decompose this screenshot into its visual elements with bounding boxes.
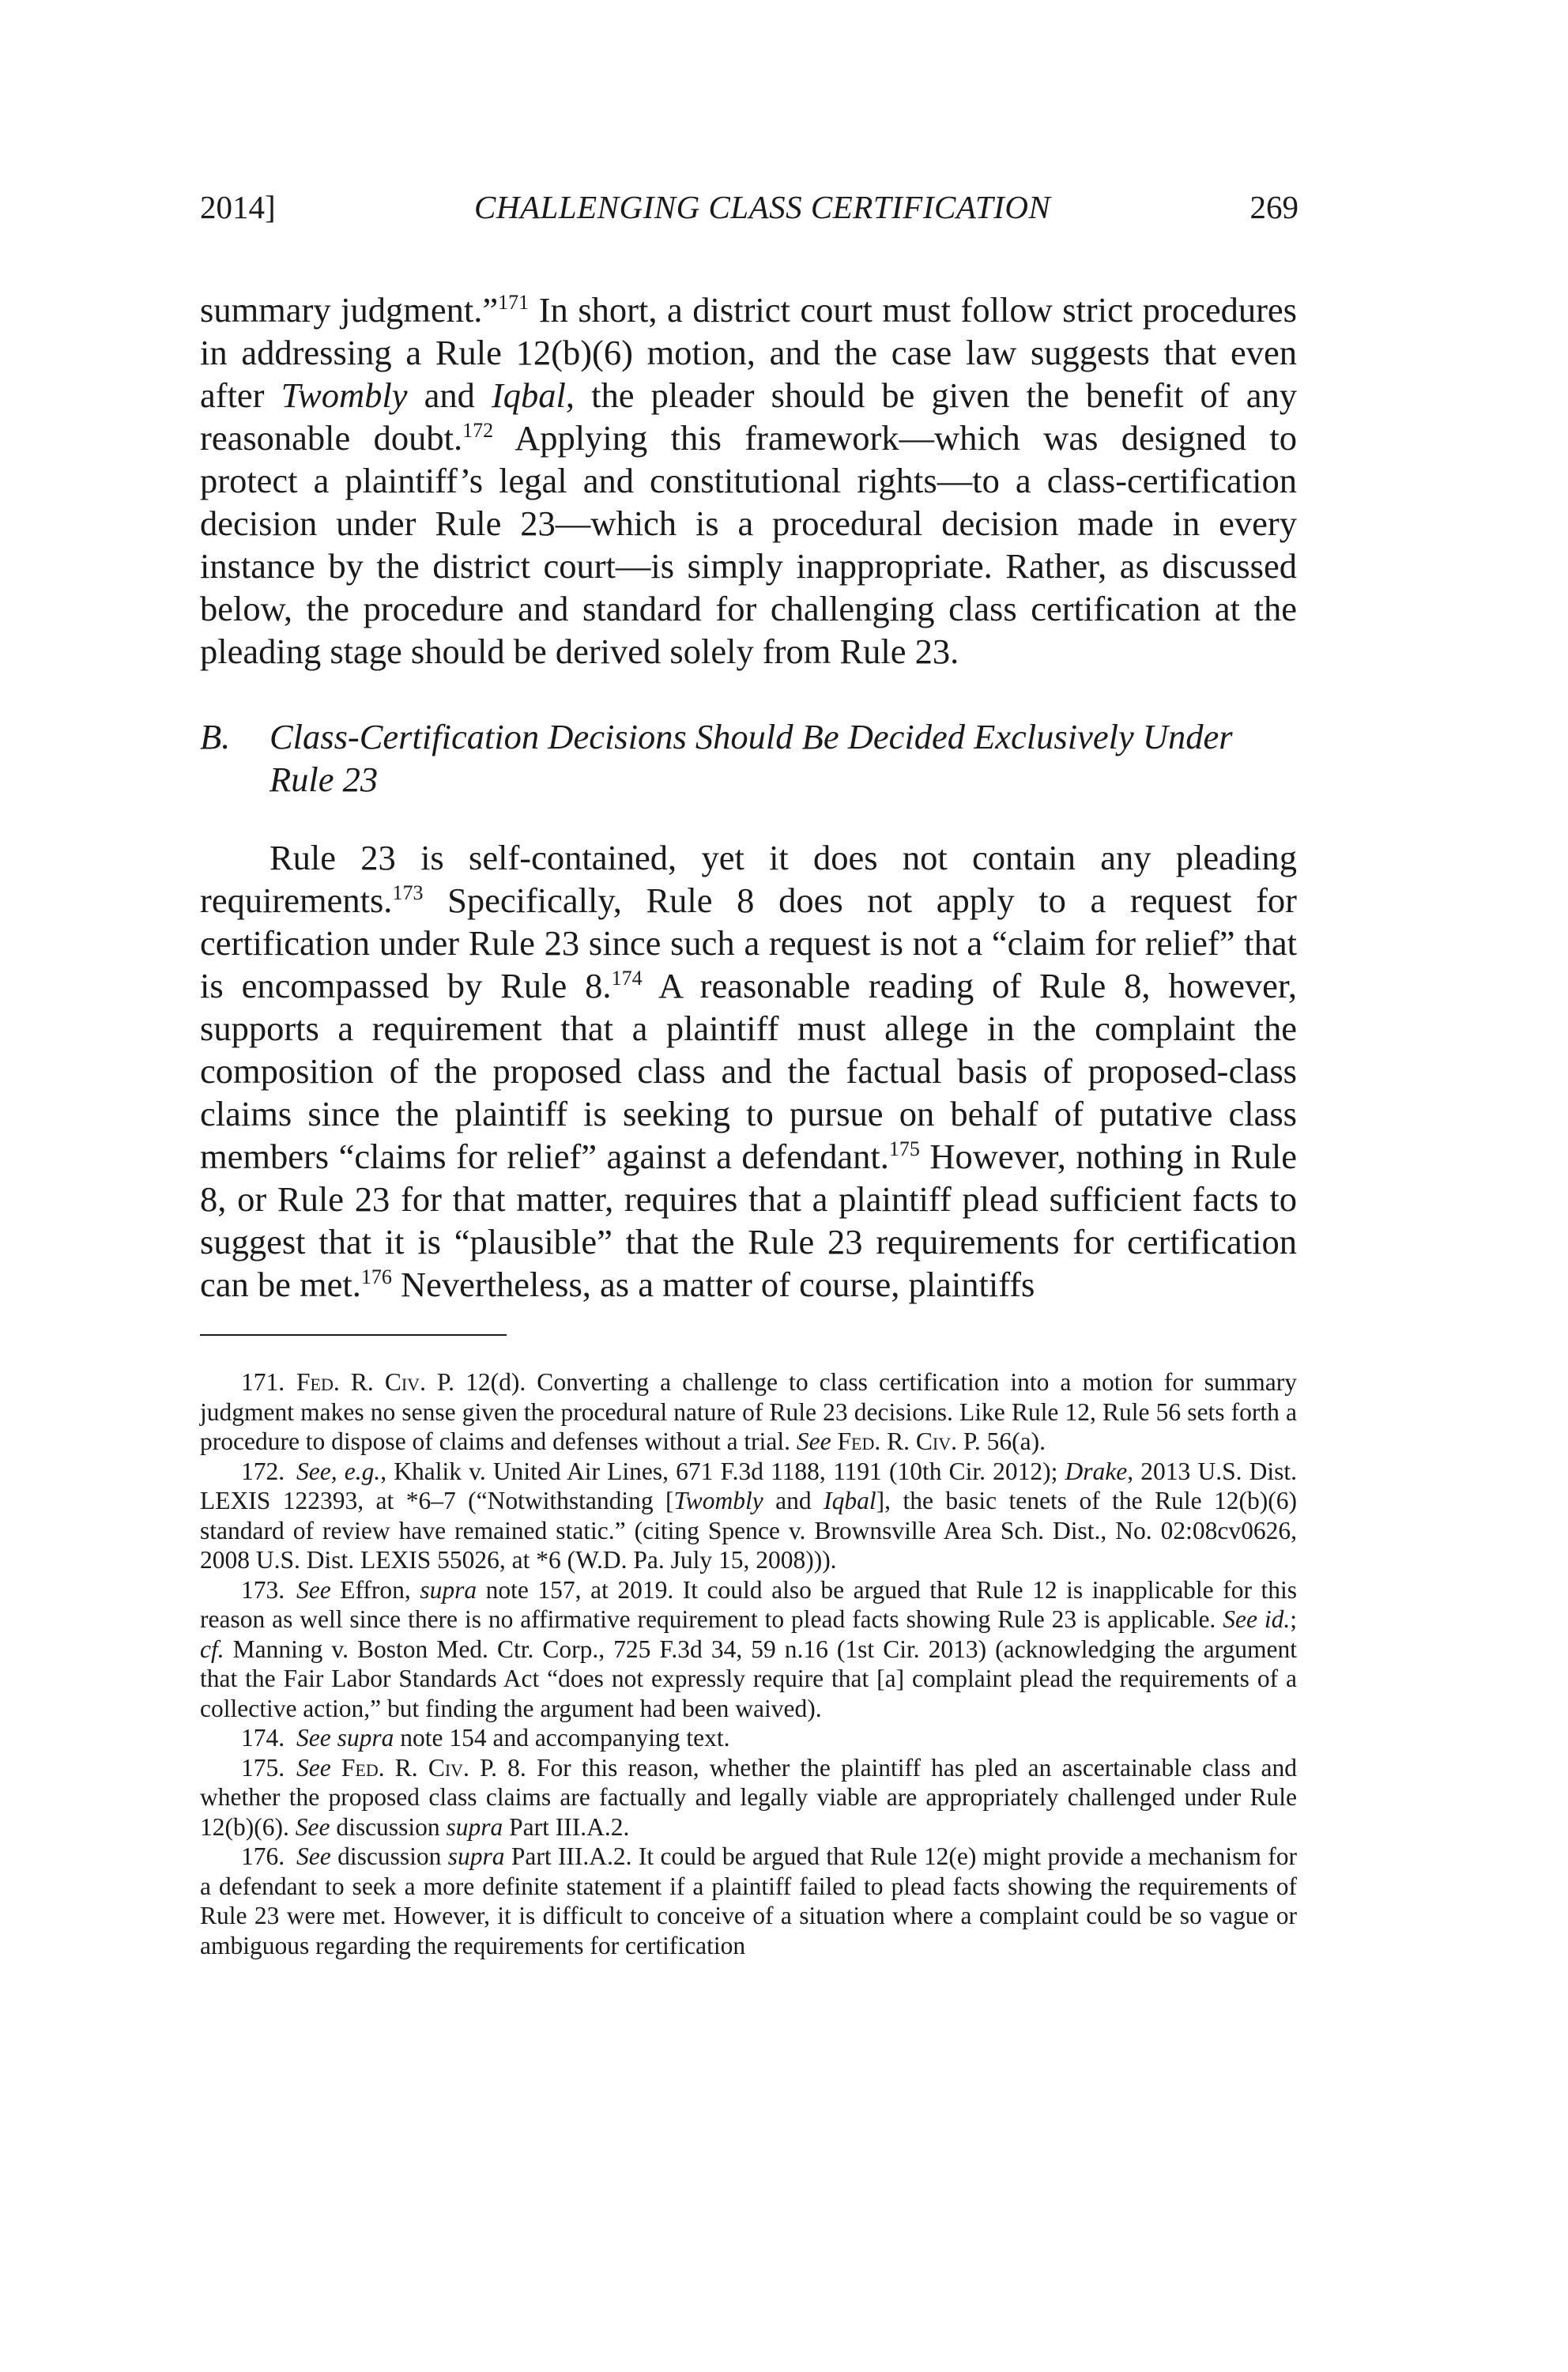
- footnote-number: 176.: [241, 1842, 285, 1870]
- text-run: However, nothing in Rule 8, or Rule 23 for that matter, requires that a plaintiff plead sufficient facts to suggest that it is “plausible” that the Rule 23 requirements for certification can be met.: [200, 1137, 1297, 1304]
- case-name-twombly: Twombly: [281, 375, 408, 415]
- text-run: note 154 and accompanying text.: [394, 1724, 730, 1752]
- text-run: A reasonable reading of Rule 8, however, supports a requirement that a plaintiff must allege in the complaint the composition of the proposed class and the factual basis of proposed-class claims since the plaintiff is seeking to pursue on behalf of putative class members “claims for relief” against a defendant.: [200, 966, 1297, 1176]
- running-head-year: 2014]: [200, 189, 276, 225]
- page-number: 269: [1250, 189, 1298, 225]
- footnote-number: 174.: [241, 1724, 285, 1752]
- section-title: Class-Certification Decisions Should Be Decided Exclusively Under Rule 23: [270, 717, 1233, 799]
- citation-frcp: Fed. R. Civ. P.: [296, 1368, 454, 1396]
- footnote-ref-171: 171: [498, 291, 530, 315]
- signal: supra: [446, 1812, 503, 1841]
- text-run: Part III.A.2. It could be argued that Rule 12(e) might provide a mechanism for a defendant to seek a more definite statement if a plaintiff failed to plead facts showing the requirements of Rule 23 were met. However, it is difficult to conceive of a situation where a complaint could be so vague or ambiguous regarding the requirements for certification: [200, 1842, 1297, 1959]
- signal: supra: [420, 1575, 477, 1604]
- case-name: Twombly: [673, 1487, 763, 1514]
- footnote-173: [200, 1575, 1297, 1724]
- signal: See: [796, 1427, 831, 1455]
- running-head-title: CHALLENGING CLASS CERTIFICATION: [474, 189, 1051, 225]
- body-text-top: [200, 288, 1297, 673]
- footnote-171: [200, 1367, 1297, 1457]
- text-run: 8. For this reason, whether the plaintiff has pled an ascertainable class and whether the proposed class claims are factually and legally viable are appropriately challenged under Rule 12(b)(6).: [200, 1753, 1298, 1841]
- text-run: Rule 23 is self-contained, yet it does not contain any pleading requirements.: [200, 838, 1297, 920]
- text-run: note 157, at 2019. It could also be argued that Rule 12 is inapplicable for this reason as well since there is no affirmative requirement to plead facts showing Rule 23 is applicable.: [200, 1575, 1297, 1633]
- text-run: Part III.A.2.: [503, 1812, 630, 1841]
- text-run: ;: [1290, 1605, 1297, 1633]
- footnote-divider: [200, 1334, 507, 1336]
- signal: See: [296, 1575, 331, 1604]
- text-run: , the pleader should be given the benefit of any reasonable doubt.: [200, 375, 1297, 458]
- text-run: summary judgment.”: [200, 290, 499, 330]
- signal: See: [296, 1753, 331, 1782]
- text-run: Manning v. Boston Med. Ctr. Corp., 725 F.3d 34, 59 n.16 (1st Cir. 2013) (acknowledging the argument that the Fair Labor Standards Act “does not expressly require that [a] complaint plead the requirements of a collective action,” but finding the argument had been waived).: [200, 1635, 1297, 1722]
- signal: See: [295, 1812, 330, 1841]
- case-name: Iqbal: [824, 1487, 876, 1514]
- footnote-ref-176: 176: [360, 1265, 392, 1289]
- citation-frcp: Fed. R. Civ. P.: [837, 1427, 981, 1455]
- footnote-ref-173: 173: [392, 881, 424, 905]
- footnote-176: [200, 1842, 1297, 1960]
- text-run: Applying this framework—which was designed to protect a plaintiff’s legal and constitutional rights—to a class-certification decision under Rule 23—which is a procedural decision made in every instance by the district court—is simply inappropriate. Rather, as discussed below, the procedure and standard for challenging class certification at the pleading stage should be derived solely from Rule 23.: [200, 418, 1297, 671]
- signal: supra: [447, 1842, 505, 1870]
- text-run: and: [763, 1487, 824, 1514]
- citation-frcp: Fed. R. Civ. P.: [341, 1753, 497, 1782]
- signal: See supra: [296, 1724, 394, 1752]
- paragraph-2: [200, 836, 1297, 1306]
- case-name: Drake: [1065, 1457, 1128, 1485]
- text-run: Specifically, Rule 8 does not apply to a request for certification under Rule 23 since such a request is not a “claim for relief” that is encompassed by Rule 8.: [200, 881, 1297, 1005]
- text-run: discussion: [330, 1812, 447, 1841]
- text-run: discussion: [330, 1842, 448, 1870]
- footnote-174: [200, 1723, 1297, 1753]
- signal: See, e.g.: [296, 1457, 381, 1485]
- section-letter: B.: [200, 717, 231, 756]
- text-run: , 2013 U.S. Dist. LEXIS 122393, at *6–7 (“Notwithstanding [: [200, 1457, 1298, 1514]
- text-run: Effron,: [330, 1575, 420, 1604]
- footnote-number: 175.: [241, 1753, 285, 1782]
- footnote-172: [200, 1457, 1297, 1575]
- signal: See: [296, 1842, 331, 1870]
- running-head: [200, 183, 1306, 231]
- paragraph-1: [200, 288, 1297, 673]
- text-run: [331, 1754, 341, 1782]
- signal: cf.: [200, 1635, 224, 1663]
- section-heading: [200, 715, 1297, 801]
- text-run: , Khalik v. United Air Lines, 671 F.3d 1188, 1191 (10th Cir. 2012);: [380, 1457, 1065, 1485]
- text-run: Nevertheless, as a matter of course, plaintiffs: [391, 1265, 1035, 1304]
- footnote-number: 173.: [241, 1575, 285, 1604]
- text-run: [831, 1427, 838, 1455]
- text-run: 12(d). Converting a challenge to class certification into a motion for summary judgment makes no sense given the procedural nature of Rule 23 decisions. Like Rule 12, Rule 56 sets forth a procedure to dispose of claims and defenses without a trial.: [200, 1368, 1297, 1455]
- footnote-number: 172.: [241, 1457, 285, 1485]
- footnotes: [200, 1367, 1297, 1960]
- case-name-iqbal: Iqbal: [491, 375, 566, 415]
- text-run: ], the basic tenets of the Rule 12(b)(6) standard of review have remained static.” (citing Spence v. Brownsville Area Sch. Dist., No. 02:08cv0626, 2008 U.S. Dist. LEXIS 55026, at *6 (W.D. Pa. July 15, 2008))).: [200, 1487, 1297, 1574]
- text-run: and: [407, 375, 492, 415]
- signal: See id.: [1223, 1605, 1291, 1633]
- text-run: In short, a district court must follow strict procedures in addressing a Rule 12(b)(6) motion, and the case law suggests that even after: [200, 290, 1297, 415]
- footnote-ref-175: 175: [888, 1137, 920, 1161]
- footnote-ref-174: 174: [611, 967, 643, 990]
- footnote-number: 171.: [241, 1368, 285, 1396]
- footnote-ref-172: 172: [462, 419, 494, 443]
- text-run: 56(a).: [980, 1427, 1046, 1455]
- body-text-bottom: [200, 836, 1297, 1306]
- footnote-175: [200, 1753, 1297, 1842]
